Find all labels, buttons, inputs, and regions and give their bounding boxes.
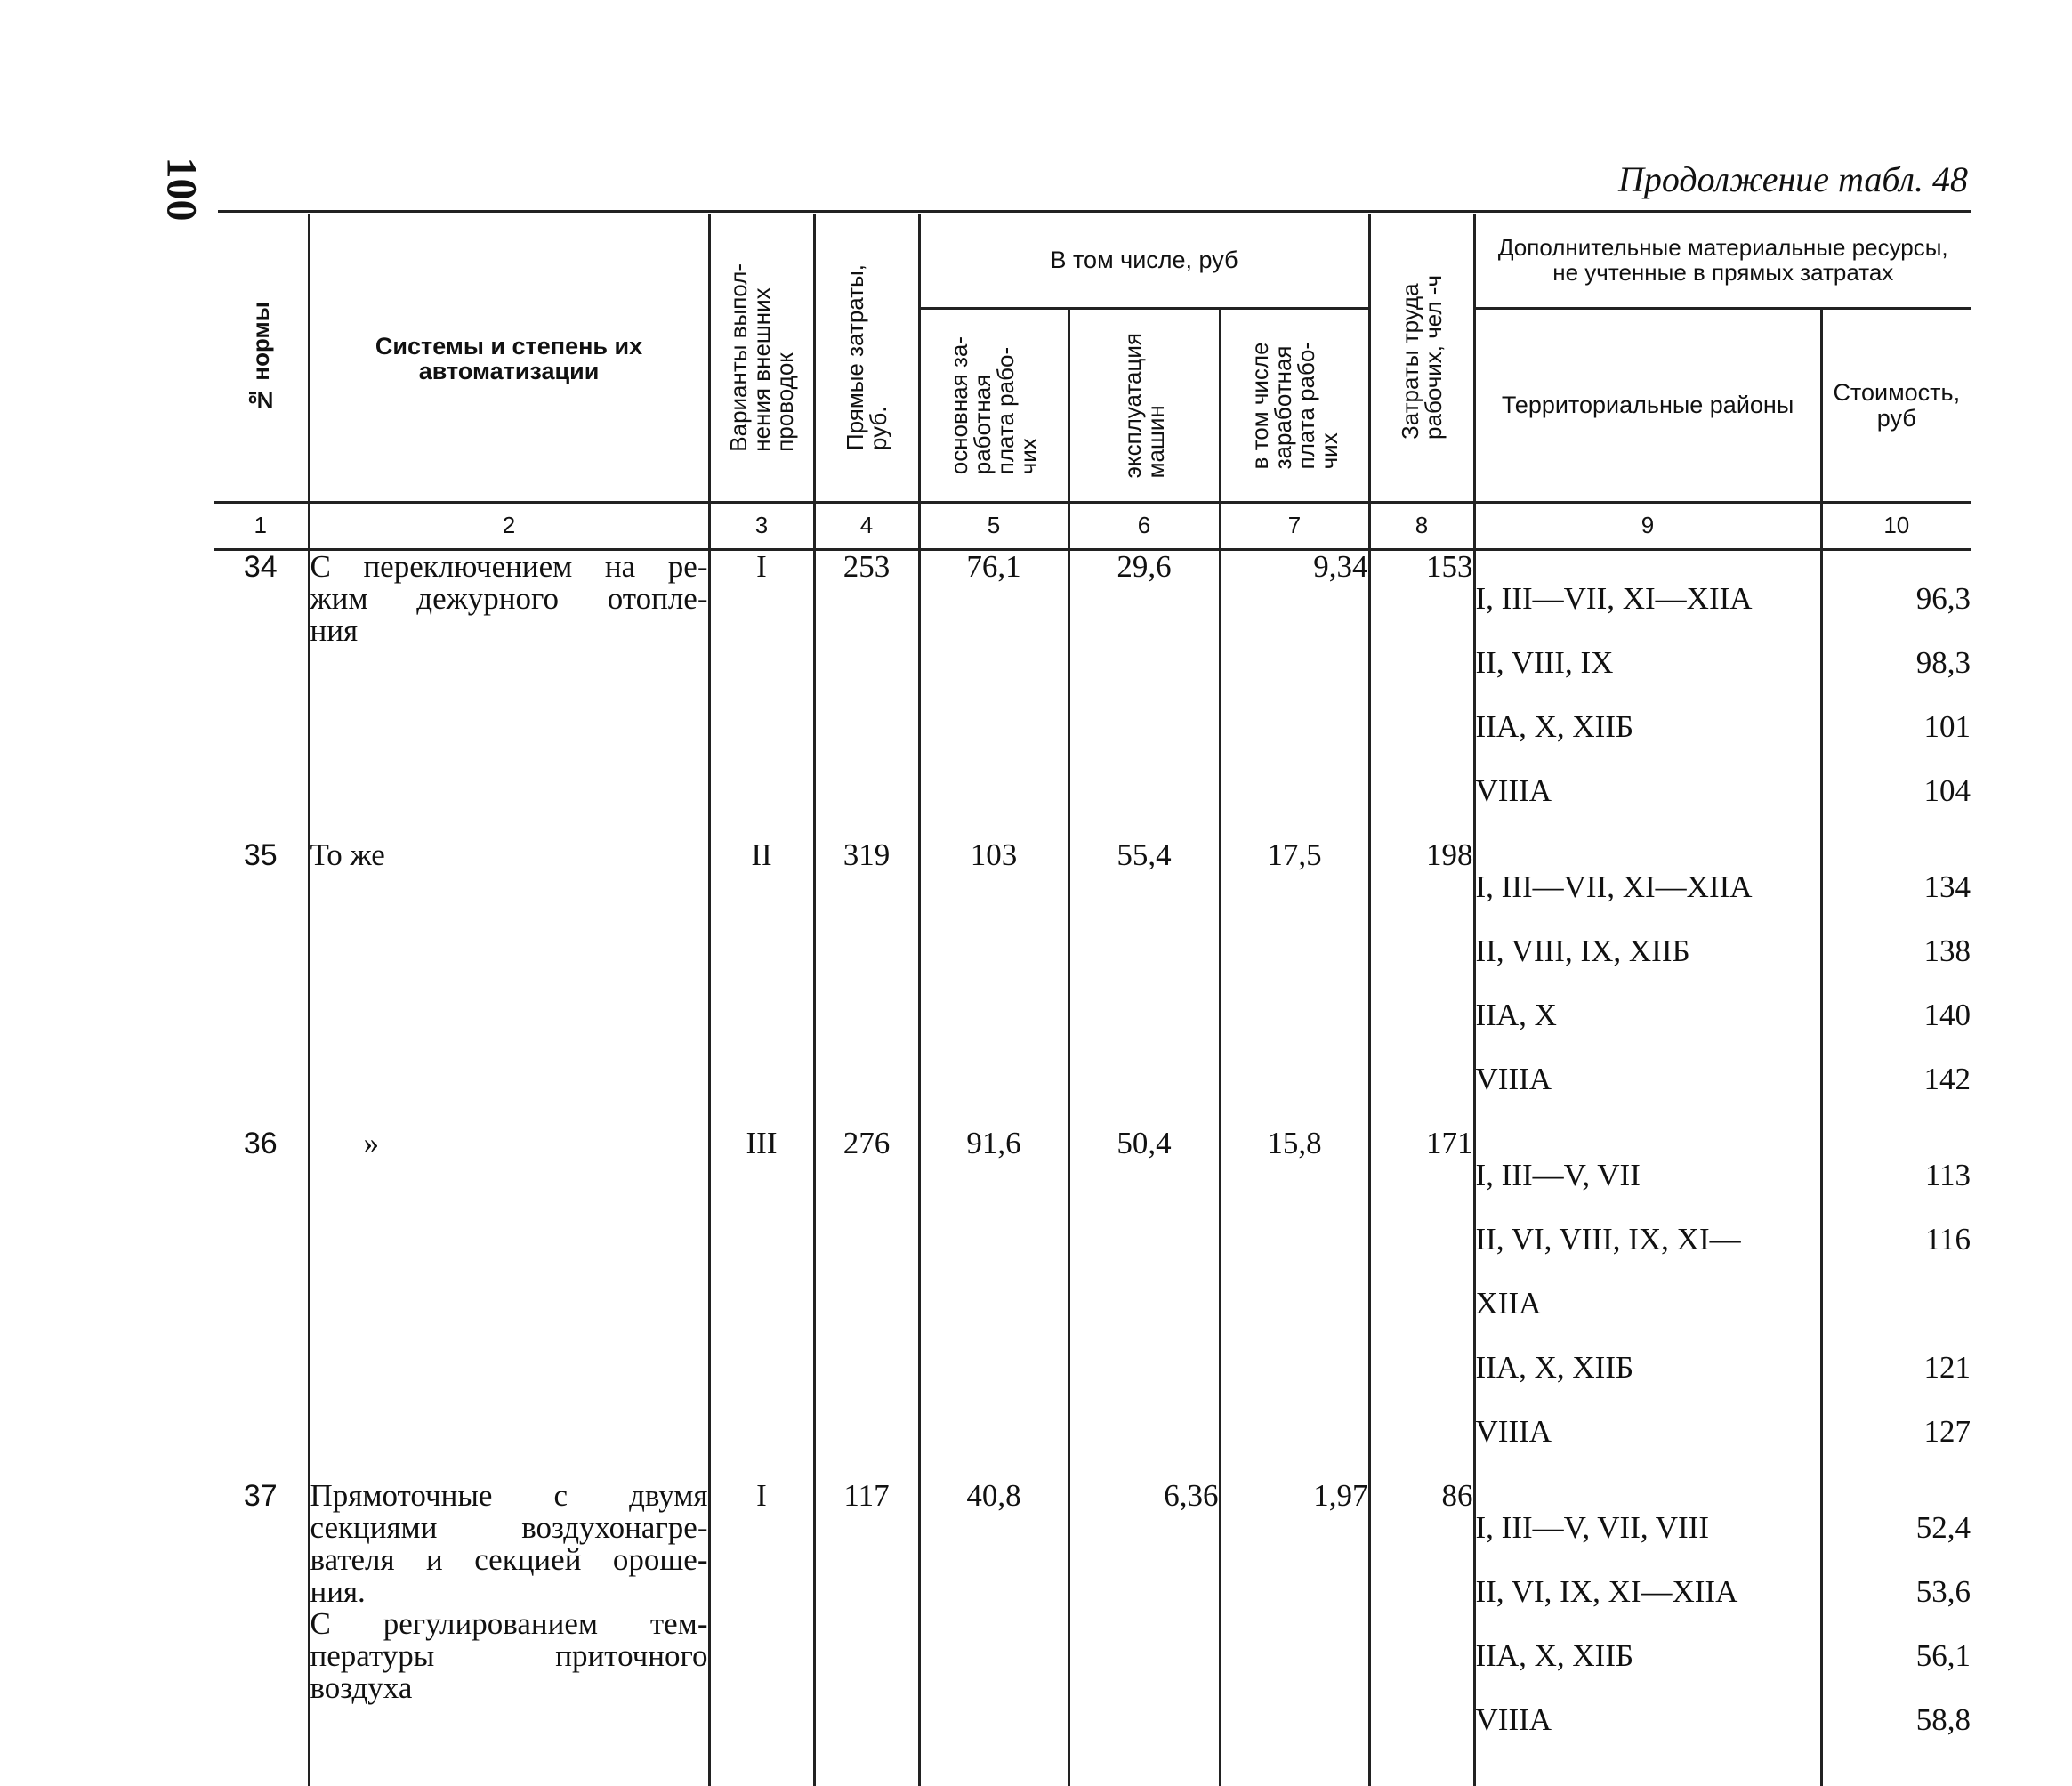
regions: I, III—VII, XI—XIIA II, VIII, IX, XIIБ IIA, X VIIIA <box>1474 839 1821 1127</box>
regions: I, III—VII, XI—XIIA II, VIII, IX IIA, X, XIIБ VIIIA <box>1474 550 1821 840</box>
base-wages: 40,8 <box>919 1480 1068 1786</box>
norm-number: 37 <box>243 1479 278 1513</box>
column-number-row <box>214 503 1971 550</box>
labor-costs: 198 <box>1369 839 1474 1127</box>
direct-costs: 319 <box>814 839 919 1127</box>
column-number: 2 <box>309 503 709 550</box>
header-regions: Территориальные районы <box>1474 309 1821 503</box>
labor-costs: 171 <box>1369 1127 1474 1480</box>
column-number: 5 <box>919 503 1068 550</box>
system-description: » <box>309 1127 709 1480</box>
machine-costs: 6,36 <box>1068 1480 1220 1786</box>
norms-table <box>214 214 1971 1786</box>
variant: I <box>709 1480 814 1786</box>
region-costs: 134 138 140 142 <box>1821 839 1971 1127</box>
top-rule <box>218 210 1971 213</box>
table-caption: Продолжение табл. 48 <box>1617 159 1968 199</box>
page-number: 100 <box>157 157 206 222</box>
column-number: 9 <box>1474 503 1821 550</box>
table-row <box>214 1480 1971 1786</box>
direct-costs: 276 <box>814 1127 919 1480</box>
header-machines: эксплуатация машин <box>1068 309 1220 503</box>
table-row <box>214 550 1971 840</box>
variant: III <box>709 1127 814 1480</box>
variant: II <box>709 839 814 1127</box>
header-additional-group: Дополнительные материальные ресурсы, не учтенные в прямых затратах <box>1474 214 1971 309</box>
region-costs: 96,3 98,3 101 104 <box>1821 550 1971 840</box>
machine-costs: 55,4 <box>1068 839 1220 1127</box>
column-number: 10 <box>1821 503 1971 550</box>
base-wages: 91,6 <box>919 1127 1068 1480</box>
column-number: 1 <box>214 503 309 550</box>
machine-wages: 17,5 <box>1220 839 1369 1127</box>
header-including-group: В том числе, руб <box>919 214 1369 309</box>
header-direct-costs: Прямые затраты, руб. <box>814 214 919 503</box>
regions: I, III—V, VII II, VI, VIII, IX, XI— XIIA IIA, X, XIIБ VIIIA <box>1474 1127 1821 1480</box>
column-number: 3 <box>709 503 814 550</box>
base-wages: 76,1 <box>919 550 1068 840</box>
regions: I, III—V, VII, VIII II, VI, IX, XI—XIIA IIA, X, XIIБ VIIIA <box>1474 1480 1821 1786</box>
variant: I <box>709 550 814 840</box>
labor-costs: 153 <box>1369 550 1474 840</box>
direct-costs: 117 <box>814 1480 919 1786</box>
norm-number: 34 <box>243 550 278 584</box>
header-cost: Стоимость, руб <box>1821 309 1971 503</box>
header-machine-wages: в том числе заработная плата рабо- чих <box>1220 309 1369 503</box>
base-wages: 103 <box>919 839 1068 1127</box>
header-labor: Затраты труда рабочих, чел -ч <box>1369 214 1474 503</box>
header-norm-number: № нормы <box>214 214 309 503</box>
table-row <box>214 839 1971 1127</box>
machine-costs: 50,4 <box>1068 1127 1220 1480</box>
direct-costs: 253 <box>814 550 919 840</box>
machine-wages: 9,34 <box>1220 550 1369 840</box>
column-number: 8 <box>1369 503 1474 550</box>
column-number: 4 <box>814 503 919 550</box>
labor-costs: 86 <box>1369 1480 1474 1786</box>
machine-wages: 15,8 <box>1220 1127 1369 1480</box>
region-costs: 52,4 53,6 56,1 58,8 <box>1821 1480 1971 1786</box>
header-variants: Варианты выпол- нения внешних проводок <box>709 214 814 503</box>
system-description: То же <box>309 839 709 1127</box>
machine-wages: 1,97 <box>1220 1480 1369 1786</box>
norm-number: 35 <box>243 838 278 872</box>
header-systems: Системы и степень их автоматизации <box>309 214 709 503</box>
machine-costs: 29,6 <box>1068 550 1220 840</box>
column-number: 6 <box>1068 503 1220 550</box>
table-row <box>214 1127 1971 1480</box>
system-description: С переключением на ре- жим дежурного отопле- ния <box>309 550 709 840</box>
norm-number: 36 <box>243 1127 278 1160</box>
column-number: 7 <box>1220 503 1369 550</box>
system-description: Прямоточные с двумя секциями воздухонагре- вателя и секцией ороше- ния. С регулированием тем- пературы приточного воздуха <box>309 1480 709 1786</box>
header-base-wages: основная за- работная плата рабо- чих <box>919 309 1068 503</box>
region-costs: 113 116 121 127 <box>1821 1127 1971 1480</box>
